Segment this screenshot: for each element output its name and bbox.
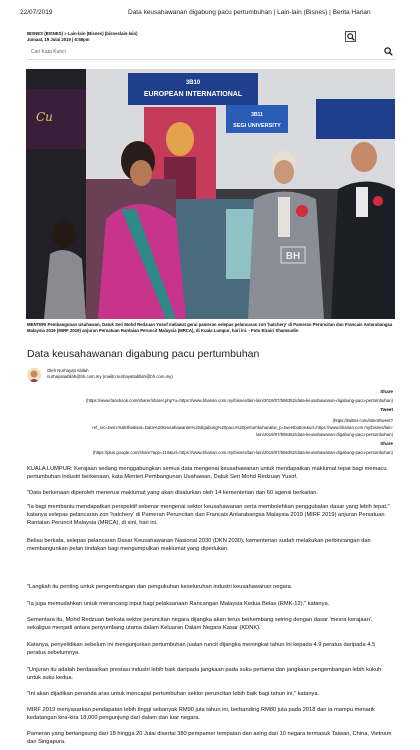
author-avatar-icon: [27, 368, 41, 382]
author-avatar: [27, 368, 41, 382]
paragraph-4: Beliau berkata, selepas pelancaran Dasar Keusahawanan Nasional 2030 (DKN 2030), kementerian sudah melakukan perbincangan dan membangunkan pelan tindakan bagi mengumpulkan maklumat yang diperlukan.: [27, 538, 371, 552]
banner-right-code: 3B11: [251, 112, 263, 118]
print-date: 22/07/2019: [20, 9, 53, 16]
paragraph-5: "Langkah itu penting untuk pengembangan dan pengukuhan keseluruhan industri keusahawanan negara.: [27, 584, 293, 590]
banner-right-text: SEGI UNIVERSITY: [233, 123, 281, 129]
photo-watermark: BH: [285, 251, 301, 262]
share-twitter-link-3[interactable]: lain/2019/07/586352/data-keusahawanan-digabung-pacu-pertumbuhan): [256, 432, 393, 437]
paragraph-6: "Ia juga memudahkan untuk merancang input bagi pelaksanaan Rancangan Malaysia Kedua Belas (RMK-12)," katanya.: [27, 601, 330, 607]
paragraph-12: Pameran yang berlangsung dari 18 hingga 20 Julai disertai 380 pempamer tempatan dan asing dari 10 negara termasuk Taiwan, China, Vietnam dan Singapura.: [27, 731, 392, 745]
share-facebook-label[interactable]: Share: [380, 389, 393, 394]
share-facebook-link[interactable]: (https://www.facebook.com/sharer/sharer.php?u=https://www.bharian.com.my/bisnes/lain-lain/2019/07/586352/data-keusahawanan-digabung-pacu-pertumbuhan): [85, 398, 393, 403]
author-name: Oleh Nurhayati Abllah: [47, 368, 89, 373]
article-datetime: Jumaat, 19 Julai 2019 | 6:58pm: [27, 37, 90, 42]
share-google-link[interactable]: (https://plus.google.com/share?app=110&url=https://www.bharian.com.my/bisnes/lain-lain/2019/07/586352/data-keusahawanan-digabung-pacu-pertumbuhan): [92, 450, 393, 455]
print-header: [0, 0, 420, 20]
paragraph-2: "Data berkenaan diperoleh menerusi maklumat yang akan disalurkan oleh 14 kementerian dan 60 agensi berkaitan.: [27, 490, 318, 496]
author-email-link[interactable]: nurhayatiabllah@bh.com.my (mailto:nurhayatiabllah@bh.com.my): [47, 374, 173, 379]
banner-left-code: 3B10: [185, 80, 201, 86]
paragraph-3: "Ia bagi membantu mendapatkan perspektif sebenar mengenai sektor keusahawanan serta membolehkan penggubalan dasar yang lebih tepat," katanya selepas pelancaran zon 'hatchery' di Pameran Peruncitan dan Francais Antarabangsa Malaysia 2019 (MIRF 2019) anjuran Persatuan Rantaian Peruncit Malaysia (MRCA), di sini, hari ini.: [27, 504, 390, 526]
breadcrumb[interactable]: BISNES (BISNES) » Lain-lain (Bisnes) (bisneslain-lain): [27, 31, 138, 36]
share-twitter-label[interactable]: Tweet: [380, 407, 393, 412]
banner-left-text: EUROPEAN INTERNATIONAL: [143, 91, 243, 98]
search-icon: [347, 33, 355, 41]
paragraph-8: Katanya, penyelidikan sebelum ini mengunjurkan pertumbuhan jualan runcit dijangka meningkat tahun ini kepada 4.9 peratus daripada 4.5 peratus sebelumnya.: [27, 642, 376, 656]
search-toggle-button[interactable]: [345, 31, 356, 42]
paragraph-7: Sementara itu, Mohd Redzuan berkata sektor peruncitan negara dijangka akan terus berkembang seiring dengan dasar 'mesra kerajaan', sekaligus menjadi antara penyumbang utama dalam Keluaran Dalam Negara Kasar (KDNK).: [27, 617, 373, 631]
paragraph-10: "Ini akan dijadikan penanda aras untuk mencapai pertumbuhan sektor peruncitan lebih baik bagi tahun ini," katanya.: [27, 691, 320, 697]
article-photo-illustration: [26, 69, 395, 319]
search-submit-icon[interactable]: [384, 47, 393, 56]
paragraph-11: MIRF 2019 menyasarkan pendapatan lebih tinggi sebanyak RM90 juta tahun ini, berbanding RM80 juta pada 2018 dan ia mampu menarik kedatangan kira-kira 18,000 pengunjung dari dalam dan luar negara.: [27, 707, 375, 721]
share-google-label[interactable]: Share: [380, 441, 393, 446]
print-page-title: Data keusahawanan digabung pacu pertumbuhan | Lain-lain (Bisnes) | Berita Harian: [128, 9, 371, 16]
search-input[interactable]: [27, 46, 367, 58]
svg-text:Cu: Cu: [36, 110, 53, 124]
search-bar: [27, 46, 396, 60]
article-photo: [26, 69, 395, 319]
photo-caption: MENTERI Pembangunan Usahawan, Datuk Seri Mohd Redzuan Yusof melawat gerai pameran selepas pelancaran zon 'hatchery' di Pameran Peruncitan dan Francais Antarabangsa Malaysia 2019 (MIRF 2019) anjuran Persatuan Rantaian Peruncit Malaysia (MRCA), di Kuala Lumpur, hari ini. - Foto Eizairi Shamsudin: [27, 322, 393, 333]
share-twitter-link-2[interactable]: ref_src=twsrc%5Etfw&text=Data%20keusahawanan%20digabung%20pacu%20pertumbuhan&tw_p=tweetbutton&url=https://www.bharian.com.my/bisnes/lain-: [92, 425, 393, 430]
paragraph-9: "Unjuran itu adalah berdasarkan prestasi industri lebih baik daripada jangkaan pada suku pertama dan jangkaan pengembangan lebih kukuh untuk suku kedua.: [27, 667, 382, 681]
article-headline: Data keusahawanan digabung pacu pertumbuhan: [27, 348, 260, 360]
paragraph-1: KUALA LUMPUR: Kerajaan sedang menggabungkan semua data mengenai keusahawanan untuk mendapatkan maklumat tepat bagi memacu pertumbuhan industri berkenaan, kata Menteri Pembangunan Usahawan, Datuk Seri Mohd Redzuan Yusof.: [27, 466, 387, 480]
share-twitter-link-1[interactable]: (https://twitter.com/intent/tweet?: [332, 418, 393, 423]
